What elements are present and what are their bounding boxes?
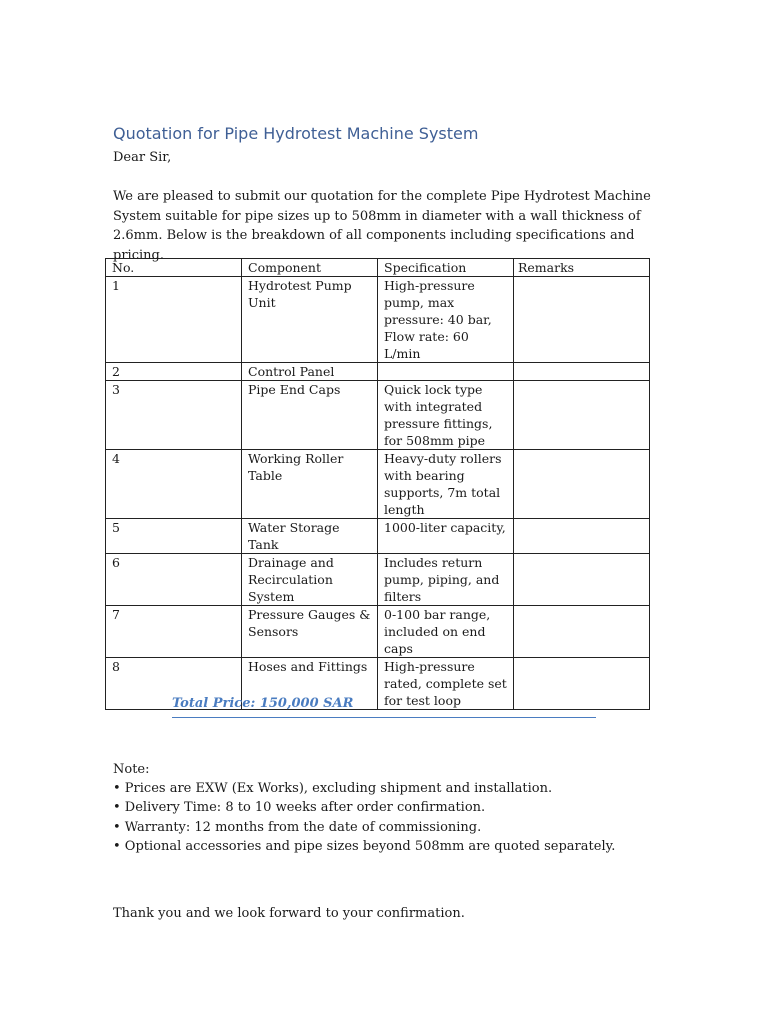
row-component: Hoses and Fittings: [242, 658, 378, 710]
table-row: [106, 363, 650, 381]
note-item: • Warranty: 12 months from the date of commissioning.: [113, 819, 482, 835]
row-component: Water Storage Tank: [242, 519, 378, 554]
quotation-table: [105, 258, 650, 710]
table-row: [106, 554, 650, 606]
row-no: 5: [106, 519, 242, 554]
closing-line: Thank you and we look forward to your confirmation.: [113, 906, 465, 921]
row-component: Drainage and Recirculation System: [242, 554, 378, 606]
row-no: 8: [106, 658, 242, 710]
row-component: Working Roller Table: [242, 450, 378, 519]
document-title: Quotation for Pipe Hydrotest Machine System: [113, 124, 479, 143]
row-specification: Heavy-duty rollers with bearing supports, 7m total length: [378, 450, 514, 519]
row-remarks: [514, 606, 650, 658]
row-specification: [378, 363, 514, 381]
header-specification: Specification: [378, 259, 514, 277]
header-remarks: Remarks: [514, 259, 650, 277]
notes-section: [113, 760, 615, 856]
row-remarks: [514, 363, 650, 381]
row-no: 1: [106, 277, 242, 363]
intro-paragraph: We are pleased to submit our quotation for the complete Pipe Hydrotest Machine System suitable for pipe sizes up to 508mm in diameter with a wall thickness of 2.6mm. Below is the breakdown of all components including specifications and pricing.: [113, 189, 651, 263]
row-remarks: [514, 519, 650, 554]
table-row: [106, 519, 650, 554]
table-row: [106, 450, 650, 519]
header-no: No.: [106, 259, 242, 277]
table-row: [106, 277, 650, 363]
row-specification: High-pressure pump, max pressure: 40 bar, Flow rate: 60 L/min: [378, 277, 514, 363]
row-component: Pipe End Caps: [242, 381, 378, 450]
salutation: Dear Sir,: [113, 150, 172, 165]
row-no: 4: [106, 450, 242, 519]
row-no: 6: [106, 554, 242, 606]
row-specification: Includes return pump, piping, and filters: [378, 554, 514, 606]
note-item: • Delivery Time: 8 to 10 weeks after order confirmation.: [113, 800, 486, 816]
row-specification: Quick lock type with integrated pressure fittings, for 508mm pipe: [378, 381, 514, 450]
row-component: Hydrotest Pump Unit: [242, 277, 378, 363]
row-specification: High-pressure rated, complete set for test loop: [378, 658, 514, 710]
note-item: • Optional accessories and pipe sizes beyond 508mm are quoted separately.: [113, 838, 616, 854]
row-no: 3: [106, 381, 242, 450]
header-component: Component: [242, 259, 378, 277]
row-specification: 1000-liter capacity,: [378, 519, 514, 554]
row-remarks: [514, 450, 650, 519]
row-remarks: [514, 554, 650, 606]
row-remarks: [514, 381, 650, 450]
total-underline: [172, 717, 596, 718]
row-specification: 0-100 bar range, included on end caps: [378, 606, 514, 658]
row-no: 2: [106, 363, 242, 381]
row-remarks: [514, 277, 650, 363]
row-remarks: [514, 658, 650, 710]
table-row: [106, 381, 650, 450]
row-component: Control Panel: [242, 363, 378, 381]
row-no: 7: [106, 606, 242, 658]
table-header-row: [106, 259, 650, 277]
notes-heading: Note:: [113, 762, 150, 777]
note-item: • Prices are EXW (Ex Works), excluding shipment and installation.: [113, 781, 553, 797]
row-component: Pressure Gauges & Sensors: [242, 606, 378, 658]
total-price: Total Price: 150,000 SAR: [172, 696, 354, 711]
table-row: [106, 606, 650, 658]
